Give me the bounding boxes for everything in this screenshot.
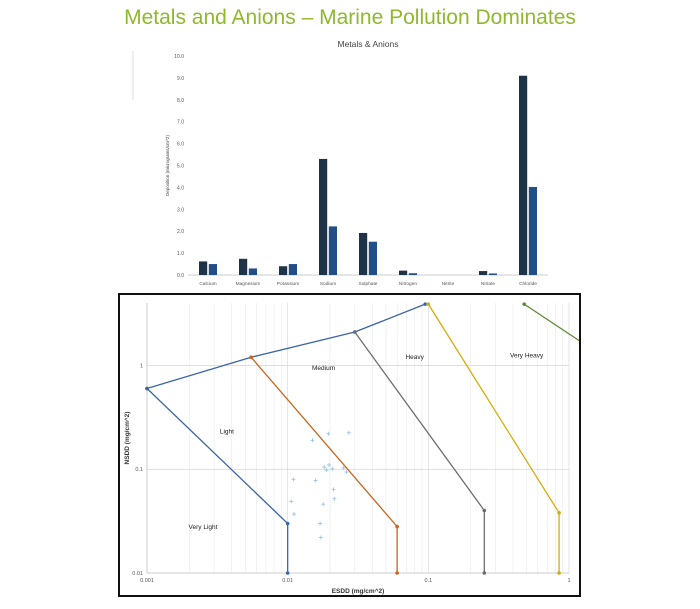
line-marker (145, 387, 149, 391)
y-tick-label: 1.0 (177, 251, 184, 258)
x-axis-label: ESDD (mg/cm^2) (331, 588, 385, 595)
boundary-line (355, 332, 485, 573)
line-marker (423, 302, 427, 306)
y-tick-label: 0.01 (132, 571, 143, 577)
scatter-point (330, 467, 334, 471)
line-marker (522, 302, 526, 306)
bar (319, 159, 327, 275)
y-tick-label: 8.0 (177, 97, 184, 104)
bar (529, 187, 537, 275)
line-marker (249, 355, 253, 359)
y-tick-label: 0.0 (177, 273, 184, 279)
boundary-line (147, 388, 288, 573)
line-marker (483, 571, 487, 575)
bar (239, 259, 247, 275)
y-tick-label: 1 (139, 363, 143, 370)
scatter-point (332, 487, 336, 491)
scatter-point (314, 478, 318, 482)
scatter-point (327, 463, 331, 467)
x-tick-label: 1 (567, 578, 571, 584)
pollution-chart-frame (118, 293, 581, 597)
bar (479, 271, 487, 275)
bar (359, 233, 367, 275)
scatter-point (310, 438, 314, 442)
scatter-point (332, 497, 336, 501)
x-tick-label: Potassium (276, 282, 300, 287)
line-marker (483, 509, 487, 513)
x-tick-label: Chloride (519, 282, 537, 287)
y-axis-label: NSDD (mg/cm^2) (124, 411, 131, 465)
line-marker (286, 522, 290, 526)
bar (279, 266, 287, 275)
bar (199, 261, 207, 275)
x-tick-label: 0.001 (140, 578, 154, 584)
bar (209, 264, 217, 275)
scatter-point (347, 431, 351, 435)
line-marker (557, 571, 561, 575)
bar (489, 273, 497, 275)
x-tick-label: Sulphate (358, 282, 378, 287)
y-tick-label: 7.0 (177, 119, 184, 126)
y-tick-label: 0.1 (135, 467, 143, 474)
bar (369, 242, 377, 275)
x-tick-label: 0.1 (424, 578, 433, 584)
bar (329, 226, 337, 275)
line-marker (286, 571, 290, 575)
x-tick-label: Sodium (319, 282, 337, 287)
line-marker (427, 302, 431, 306)
scatter-point (321, 502, 325, 506)
bar (519, 76, 527, 275)
scatter-point (289, 499, 293, 503)
scatter-point (292, 512, 296, 516)
y-axis-label: Deposition (micrograms/cm^2) (165, 135, 170, 196)
y-tick-label: 4.0 (177, 185, 184, 192)
chart-title: Metals & Anions (337, 39, 399, 49)
region-label: Medium (312, 365, 336, 373)
x-tick-label: Magnesium (235, 282, 261, 287)
boundary-line (428, 304, 559, 573)
line-marker (353, 330, 357, 334)
y-tick-label: 2.0 (177, 229, 184, 236)
scatter-point (345, 470, 349, 474)
bar-chart (130, 34, 560, 292)
scatter-point (319, 535, 323, 539)
region-label: Heavy (405, 354, 424, 362)
x-tick-label: 0.01 (282, 578, 294, 584)
scatter-point (325, 468, 329, 472)
y-tick-label: 5.0 (177, 163, 184, 170)
bar (409, 273, 417, 275)
y-tick-label: 9.0 (177, 75, 184, 82)
x-tick-label: Nitrate (480, 282, 496, 287)
y-tick-label: 6.0 (177, 141, 184, 148)
scatter-point (318, 521, 322, 525)
pollution-chart (120, 295, 579, 595)
region-label: Very Heavy (510, 352, 544, 360)
boundary-line (524, 304, 579, 375)
y-tick-label: 10.0 (174, 54, 184, 60)
line-marker (395, 571, 399, 575)
x-tick-label: Calcium (199, 282, 217, 287)
bar (249, 268, 257, 275)
region-label: Light (219, 428, 234, 436)
scatter-point (322, 465, 326, 469)
boundary-line (147, 304, 425, 388)
line-marker (557, 511, 561, 515)
bar (289, 264, 297, 275)
x-tick-label: Nitrite (441, 282, 455, 287)
slide-title: Metals and Anions – Marine Pollution Dominates (124, 6, 576, 29)
line-marker (395, 525, 399, 529)
region-label: Very Light (188, 524, 218, 532)
bar (399, 271, 407, 275)
x-tick-label: Nitrogen (398, 282, 418, 287)
y-tick-label: 3.0 (177, 207, 184, 214)
scatter-point (291, 477, 295, 481)
